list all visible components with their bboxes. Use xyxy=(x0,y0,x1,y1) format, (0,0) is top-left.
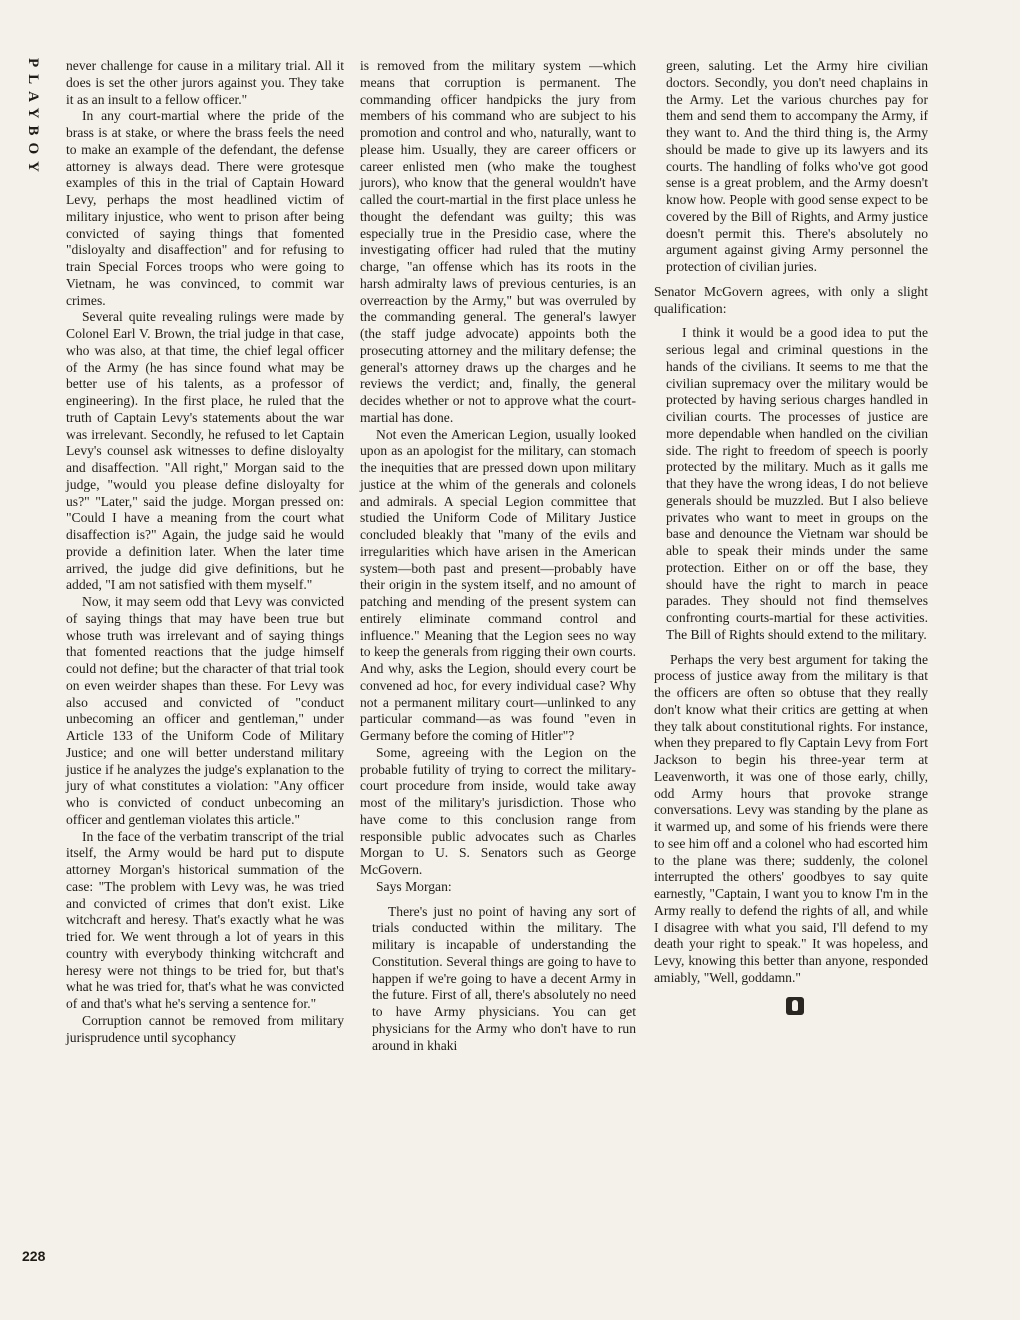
rabbit-head-icon xyxy=(786,997,804,1015)
magazine-running-head: PLAYBOY xyxy=(25,58,41,179)
paragraph: Says Morgan: xyxy=(376,878,452,894)
paragraph: Senator McGovern agrees, with only a slight qualification: xyxy=(654,283,928,316)
paragraph: In any court-martial where the pride of the brass is at stake, or where the brass feels the need to make an example of the defendant, the defense attorney is always dead. There were grotesque examples of this in the trial of Captain Howard Levy, perhaps the most headlined victim of military injustice, who went to prison after being convicted of saying things that fomented "disloyalty and disaffection" and for refusing to train Special Forces troops who were going to Vietnam, he was convinced, to commit war crimes. xyxy=(66,108,344,308)
paragraph: Not even the American Legion, usually looked upon as an apologist for the military, can stomach the inequities that are pressed down upon military justice at the whim of the generals and colonels and admirals. A special Legion committee that studied the Uniform Code of Military Justice concluded bleakly that "many of the evils and irregularities which have arisen in the American system—both past and present—probably have their origin in the system itself, and no amount of patching and mending of the present system can entirely eliminate command control and influence." Meaning that the Legion sees no way to keep the generals from rigging their own courts. And why, asks the Legion, should every court be convened ad hoc, for every individual case? Why not a permanent military court—unlinked to any particular command—as was found "even in Germany before the coming of Hitler"? xyxy=(360,426,636,743)
paragraph: Some, agreeing with the Legion on the probable futility of trying to correct the military-court procedure from inside, would take away most of the military's jurisdiction. Those who have come to this conclusion range from responsible public advocates such as Charles Morgan to U. S. Senators such as George McGovern. xyxy=(360,744,636,877)
paragraph: Perhaps the very best argument for taking the process of justice away from the military is that the officers are often so obtuse that they really don't know what their critics are getting at when they talk about constitutional rights. For instance, when they prepared to fly Captain Levy from Fort Jackson to begin his three-year term at Leavenworth, it was one of those early, chilly, odd Army hours that provoke strange conversations. Levy was standing by the plane as it warmed up, and some of his friends were there to see him off and a colonel who had escorted him to the plane was there; suddenly, the colonel interrupted the others' goodbyes to say quite earnestly, "Captain, I want you to know I'm in the Army really to defend the rights of all, and while I disagree with what you said, I'll defend to my death your right to speak." It was hopeless, and Levy, knowing this better than anyone, responded amiably, "Well, goddamn." xyxy=(654,651,928,985)
text-column-2 xyxy=(360,58,636,1062)
paragraph: Now, it may seem odd that Levy was convicted of saying things that may have been true but whose truth was irrelevant and of saying things that fomented reactions that the judge himself could not define; but the character of that trial took on even weirder shapes than these. For Levy was also accused and convicted of "conduct unbecoming an officer and gentleman," under Article 133 of the Uniform Code of Military Justice; and one will better understand military justice if he analyzes the judge's explanation to the jury of what constitutes a violation: "Any officer who is convicted of conduct unbecoming an officer and gentleman violates this article." xyxy=(66,594,344,827)
paragraph: never challenge for cause in a military trial. All it does is set the other jurors against you. They take it as an insult to a fellow officer." xyxy=(66,58,344,107)
paragraph: Corruption cannot be removed from military jurisprudence until sycophancy xyxy=(66,1012,344,1045)
text-column-1 xyxy=(66,58,344,1046)
text-column-3 xyxy=(654,58,928,1019)
paragraph: is removed from the military system —which means that corruption is permanent. The commanding officer handpicks the jury from members of his command who are subject to his promotion and control and who, naturally, want to please him. Usually, they are career officers or career enlisted men (who make the toughest jurors), who know that the general wouldn't have called the court-martial in the first place unless he thought the defendant was guilty; this was especially true in the Presidio case, where the investigating officer had ruled that the mutiny charge, "an offense which has its roots in the harsh admiralty laws of previous centuries, is an overreaction by the Army," but was overruled by the commanding general. The general's lawyer (the staff judge advocate) appoints both the prosecuting attorney and the military defense; the general's attorney draws up the charges and he reviews the verdict; and, finally, the general decides whether or not to approve what the court-martial has done. xyxy=(360,58,636,425)
block-quote: green, saluting. Let the Army hire civilian doctors. Secondly, you don't need chaplains in the Army. Let the various churches pay for them and send them to accompany the Army, if they want to. And the third thing is, the Army should be made to give up its lawyers and its courts. The handling of folks who've got good sense is a great problem, and the Army doesn't know how. People with good sense expect to be covered by the Bill of Rights, and Army justice doesn't permit this. There's absolutely no argument against giving Army personnel the protection of civilian juries. xyxy=(666,58,928,274)
block-quote: There's just no point of having any sort of trials conducted within the military. The military is incapable of understanding the Constitution. Several things are going to have to happen if we're going to have a decent Army in the future. First of all, there's absolutely no need to have Army physicians. You can get physicians for the Army who don't have to run around in khaki xyxy=(372,903,636,1053)
block-quote: I think it would be a good idea to put the serious legal and criminal questions in the hands of the civilians. It seems to me that the civilian supremacy over the military would be protected by having serious charges handled in civilian courts. The processes of justice are more dependable when handled on the civilian side. The right to freedom of speech is poorly protected by the military. Much as it galls me that they have the wrong ideas, I do not believe generals should be muzzled. But I also believe privates who want to meet in groups on the base and denounce the Vietnam war should be able to speak their minds under the same protection. Either on or off the base, they should have the right to march in peace parades. They should not find themselves confronting courts-martial for these activities. The Bill of Rights should extend to the military. xyxy=(666,325,928,642)
paragraph: Several quite revealing rulings were made by Colonel Earl V. Brown, the trial judge in that case, who was also, at that time, the chief legal officer of the Army (he has since found what may be better use of his talents, as a professor of engineering). In the first place, he ruled that the truth of Captain Levy's statements about the war was irrelevant. Secondly, he refused to let Captain Levy's counsel ask witnesses to define disloyalty and disaffection. "All right," Morgan said to the judge, "would you please define disloyalty for us?" "Later," said the judge. Morgan pressed on: "Could I have a meaning from the court what disaffection is?" Again, the judge said he would provide a definition later. When the later time arrived, the judge did give definitions, but he added, "I am not satisfied with them myself." xyxy=(66,309,344,593)
page-number: 228 xyxy=(22,1248,46,1264)
paragraph: In the face of the verbatim transcript of the trial itself, the Army would be hard put to dispute attorney Morgan's historical summation of the case: "The problem with Levy was, he was tried and convicted of crimes that don't exist. Like witchcraft and heresy. That's exactly what he was tried for. We went through a lot of years in this country with everybody thinking witchcraft and heresy were not things to be tried for, but that's what he was tried for, that's what he was convicted of and that's what he's serving a sentence for." xyxy=(66,828,344,1011)
